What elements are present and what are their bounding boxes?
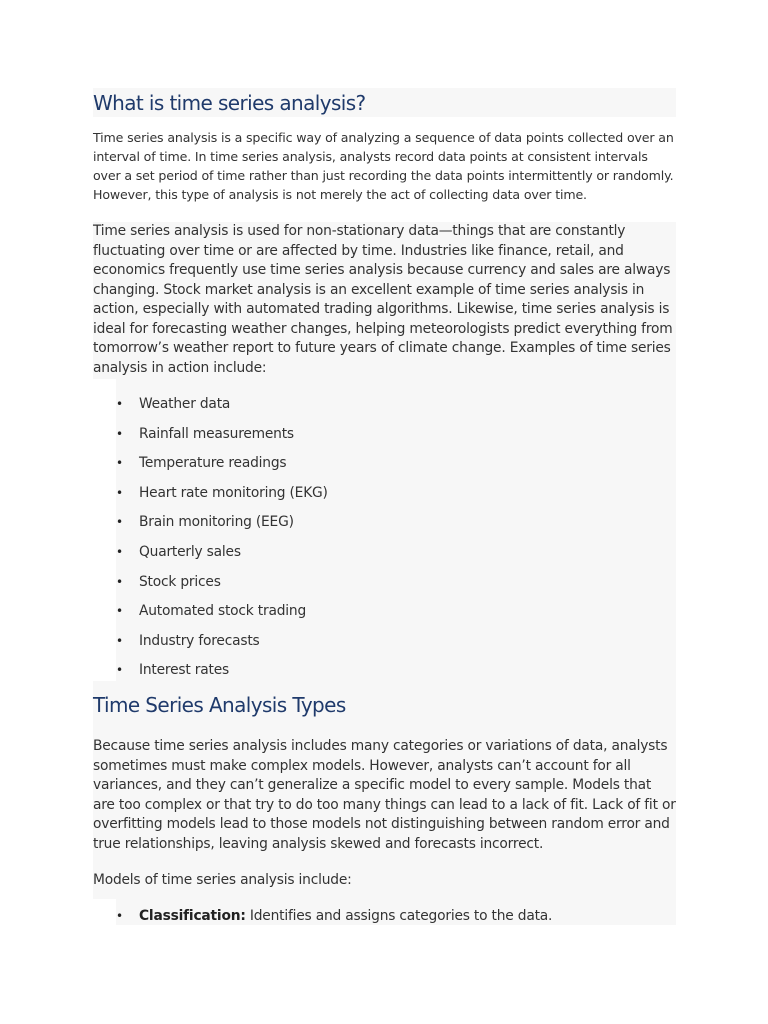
list-item: • Rainfall measurements [116, 425, 294, 442]
models-intro-wrap [93, 871, 676, 891]
bullet-icon: • [116, 397, 123, 411]
section1-intro: Time series analysis is a specific way of analyzing a sequence of data points collected over an interval of time. In time series analysis, analysts record data points at consistent intervals over a set period of time rather than just recording the data points intermittently or randomly. However, this type of analysis is not merely the act of collecting data over time. [93, 130, 674, 202]
section1-heading-wrap [93, 89, 676, 117]
bullet-icon: • [116, 456, 123, 471]
bullet-icon: • [116, 663, 123, 678]
examples-list [116, 394, 676, 690]
model-term: Classification: [139, 908, 246, 924]
list-item: • Brain monitoring (EEG) [116, 514, 294, 531]
list-item: • Temperature readings [116, 455, 287, 472]
model-description: Identifies and assigns categories to the data. [245, 908, 553, 924]
section1-paragraph-wrap [93, 222, 676, 378]
bullet-icon: • [116, 515, 123, 530]
list-item: • Automated stock trading [116, 603, 306, 620]
list-item: • Stock prices [116, 573, 221, 590]
section2-paragraph: Because time series analysis includes many categories or variations of data, analysts sometimes must make complex models. However, analysts can’t account for all variances, and they can’t generalize a specific model to every sample. Models that are too complex or that try to do too many things can lead to a lack of fit. Lack of fit or overfitting models lead to those models not distinguishing between random error and true relationships, leaving analysis skewed and forecasts incorrect. [93, 738, 676, 852]
section2-paragraph-wrap [93, 737, 676, 854]
models-intro: Models of time series analysis include: [93, 872, 352, 888]
section1-title: What is time series analysis? [93, 91, 366, 115]
section2-title: Time Series Analysis Types [93, 693, 346, 717]
bullet-icon: • [116, 574, 123, 589]
list-item: • Industry forecasts [116, 632, 260, 649]
section1-intro-wrap [93, 128, 676, 204]
list-item: • Heart rate monitoring (EKG) [116, 484, 328, 501]
list-item [116, 906, 676, 936]
section2-heading-wrap [93, 691, 676, 719]
bullet-icon: • [116, 633, 123, 648]
bullet-icon: • [116, 426, 123, 441]
list-item: • Quarterly sales [116, 543, 241, 560]
list-item: • Interest rates [116, 662, 229, 679]
models-list [116, 906, 676, 936]
bullet-icon: • [116, 909, 123, 923]
section1-paragraph: Time series analysis is used for non-stationary data—things that are constantly fluctuating over time or are affected by time. Industries like finance, retail, and economics frequently use time series analysis because currency and sales are always changing. Stock market analysis is an excellent example of time series analysis in action, especially with automated trading algorithms. Likewise, time series analysis is ideal for forecasting weather changes, helping meteorologists predict everything from tomorrow’s weather report to future years of climate change. Examples of time series analysis in action include: [93, 223, 673, 376]
bullet-icon: • [116, 485, 123, 500]
bullet-icon: • [116, 604, 123, 619]
bullet-icon: • [116, 544, 123, 559]
list-item: • Weather data [116, 396, 231, 412]
